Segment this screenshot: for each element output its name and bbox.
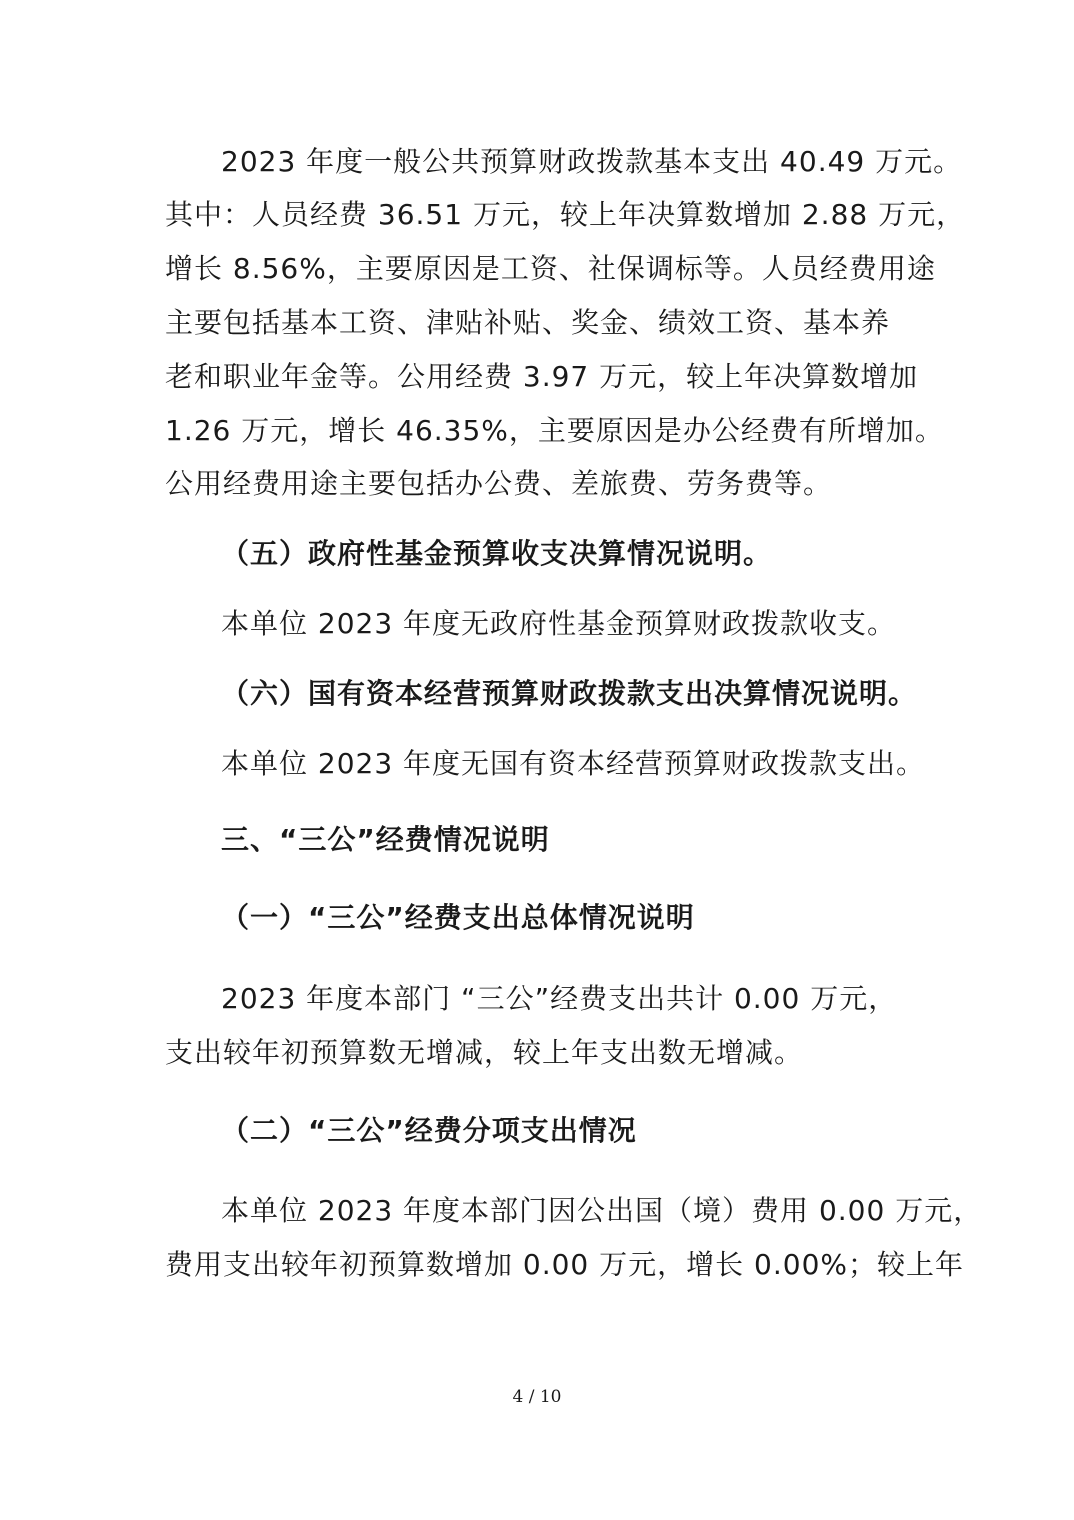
paragraph-line: 老和职业年金等。公用经费 3.97 万元，较上年决算数增加 bbox=[165, 360, 919, 393]
page-number: 4 / 10 bbox=[512, 1387, 562, 1407]
paragraph-line: 本单位 2023 年度无国有资本经营预算财政拨款支出。 bbox=[221, 747, 926, 780]
paragraph-line: 支出较年初预算数无增减，较上年支出数无增减。 bbox=[165, 1036, 804, 1069]
paragraph-line: 1.26 万元，增长 46.35%，主要原因是办公经费有所增加。 bbox=[165, 414, 944, 447]
paragraph-line: 其中：人员经费 36.51 万元，较上年决算数增加 2.88 万元， bbox=[165, 198, 966, 231]
subsection-heading-2: （二）“三公”经费分项支出情况 bbox=[221, 1114, 637, 1147]
paragraph-line: 本单位 2023 年度本部门因公出国（境）费用 0.00 万元， bbox=[221, 1194, 983, 1227]
subsection-heading-1: （一）“三公”经费支出总体情况说明 bbox=[221, 901, 695, 934]
section-heading-6: （六）国有资本经营预算财政拨款支出决算情况说明。 bbox=[221, 677, 918, 710]
paragraph-line: 公用经费用途主要包括办公费、差旅费、劳务费等。 bbox=[165, 467, 833, 500]
section-heading-3: 三、“三公”经费情况说明 bbox=[221, 823, 550, 856]
paragraph-line: 2023 年度一般公共预算财政拨款基本支出 40.49 万元。 bbox=[221, 145, 963, 178]
paragraph-line: 本单位 2023 年度无政府性基金预算财政拨款收支。 bbox=[221, 607, 897, 640]
paragraph-line: 2023 年度本部门 “三公”经费支出共计 0.00 万元， bbox=[221, 982, 898, 1015]
paragraph-line: 主要包括基本工资、津贴补贴、奖金、绩效工资、基本养 bbox=[165, 306, 891, 339]
section-heading-5: （五）政府性基金预算收支决算情况说明。 bbox=[221, 537, 773, 570]
paragraph-line: 费用支出较年初预算数增加 0.00 万元，增长 0.00%；较上年 bbox=[165, 1248, 964, 1281]
paragraph-line: 增长 8.56%，主要原因是工资、社保调标等。人员经费用途 bbox=[165, 252, 936, 285]
